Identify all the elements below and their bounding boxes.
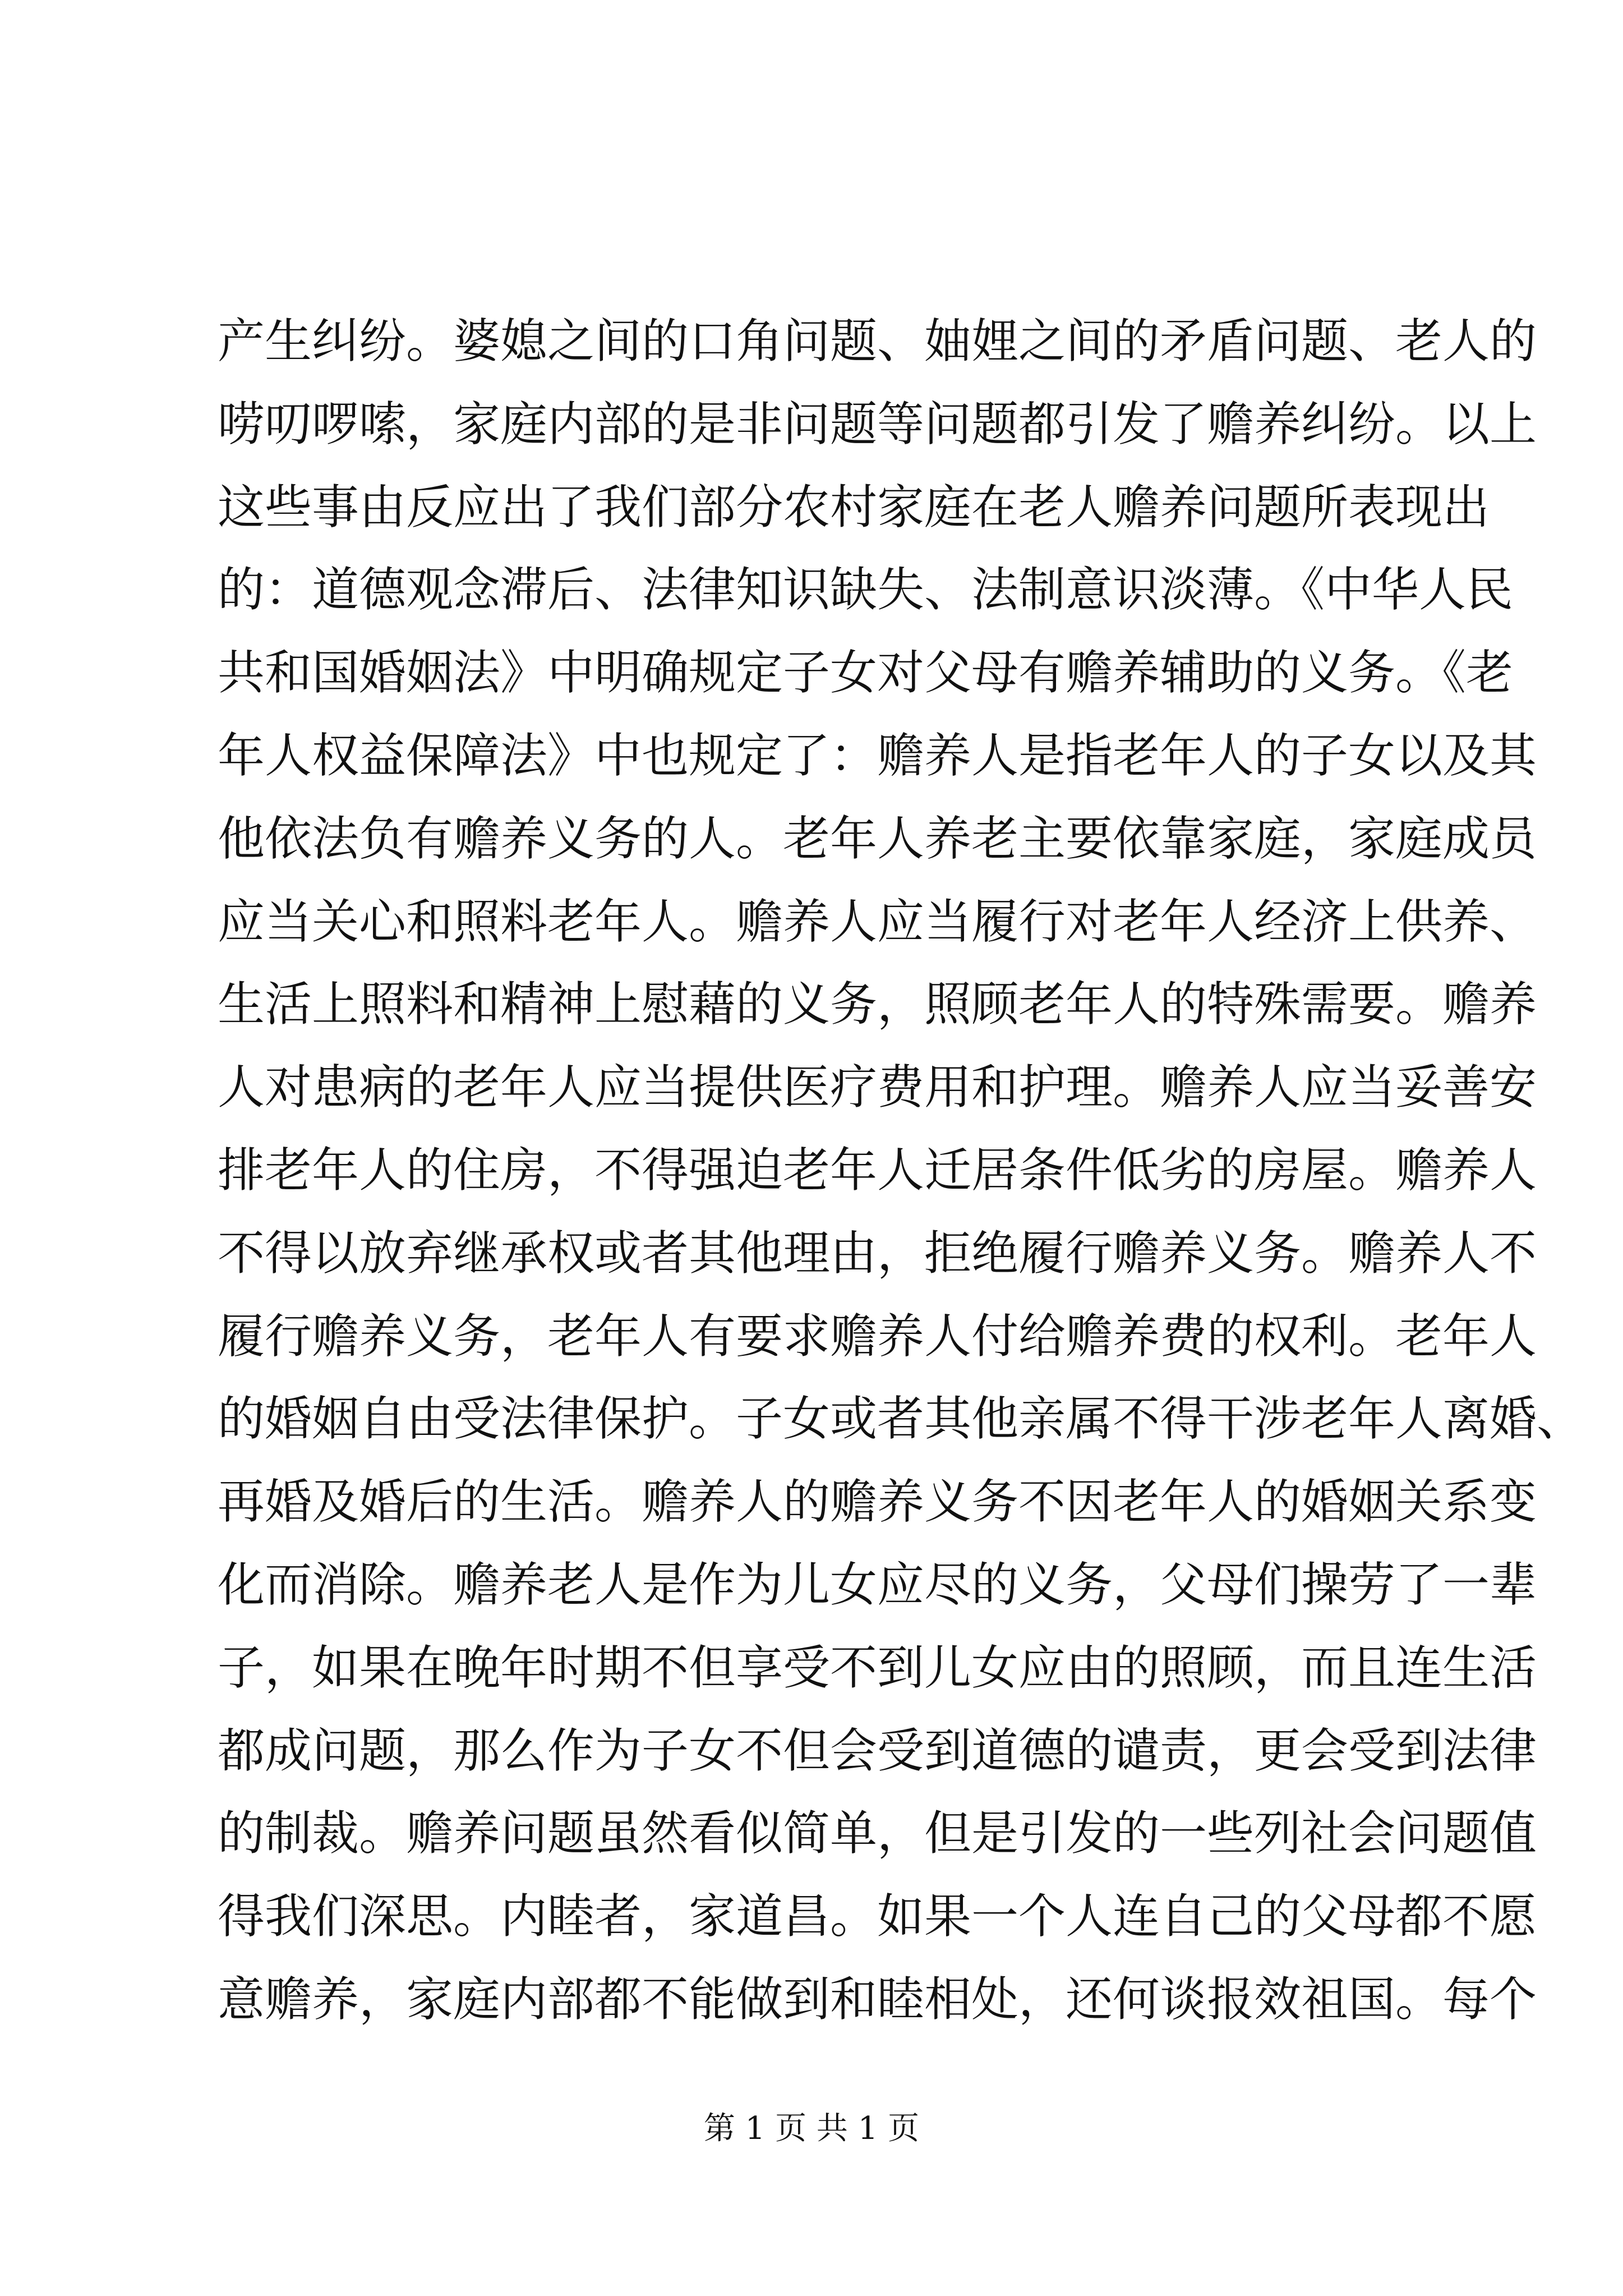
text-line: 意赡养，家庭内部都不能做到和睦相处，还何谈报效祖国。每个 xyxy=(218,1971,1537,2027)
text-line: 的婚姻自由受法律保护。子女或者其他亲属不得干涉老年人离婚、 xyxy=(218,1391,1584,1447)
text-line: 应当关心和照料老年人。赡养人应当履行对老年人经济上供养、 xyxy=(218,894,1537,949)
text-line: 这些事由反应出了我们部分农村家庭在老人赡养问题所表现出 xyxy=(218,479,1490,535)
text-line: 人对患病的老年人应当提供医疗费用和护理。赡养人应当妥善安 xyxy=(218,1060,1537,1115)
text-line: 产生纠纷。婆媳之间的口角问题、妯娌之间的矛盾问题、老人的 xyxy=(218,314,1537,369)
text-line: 唠叨啰嗦，家庭内部的是非问题等问题都引发了赡养纠纷。以上 xyxy=(218,396,1537,452)
body-text xyxy=(218,300,1584,2041)
text-line: 得我们深思。内睦者，家道昌。如果一个人连自己的父母都不愿 xyxy=(218,1889,1537,1944)
text-line: 履行赡养义务，老年人有要求赡养人付给赡养费的权利。老年人 xyxy=(218,1308,1537,1364)
text-line: 再婚及婚后的生活。赡养人的赡养义务不因老年人的婚姻关系变 xyxy=(218,1474,1537,1530)
text-line: 年人权益保障法》中也规定了：赡养人是指老年人的子女以及其 xyxy=(218,728,1537,783)
text-line: 生活上照料和精神上慰藉的义务，照顾老年人的特殊需要。赡养 xyxy=(218,977,1537,1032)
text-line: 共和国婚姻法》中明确规定子女对父母有赡养辅助的义务。《老 xyxy=(218,645,1514,701)
text-line: 他依法负有赡养义务的人。老年人养老主要依靠家庭，家庭成员 xyxy=(218,811,1537,866)
text-line: 的制裁。赡养问题虽然看似简单，但是引发的一些列社会问题值 xyxy=(218,1806,1537,1861)
text-line: 子，如果在晚年时期不但享受不到儿女应由的照顾，而且连生活 xyxy=(218,1640,1537,1695)
text-line: 排老年人的住房，不得强迫老年人迁居条件低劣的房屋。赡养人 xyxy=(218,1142,1537,1198)
text-line: 化而消除。赡养老人是作为儿女应尽的义务，父母们操劳了一辈 xyxy=(218,1557,1537,1612)
page-footer: 第 1 页 共 1 页 xyxy=(703,2110,920,2147)
text-line: 不得以放弃继承权或者其他理由，拒绝履行赡养义务。赡养人不 xyxy=(218,1225,1537,1281)
text-line: 都成问题，那么作为子女不但会受到道德的谴责，更会受到法律 xyxy=(218,1723,1537,1778)
text-line: 的：道德观念滞后、法律知识缺失、法制意识淡薄。《中华人民 xyxy=(218,562,1514,618)
